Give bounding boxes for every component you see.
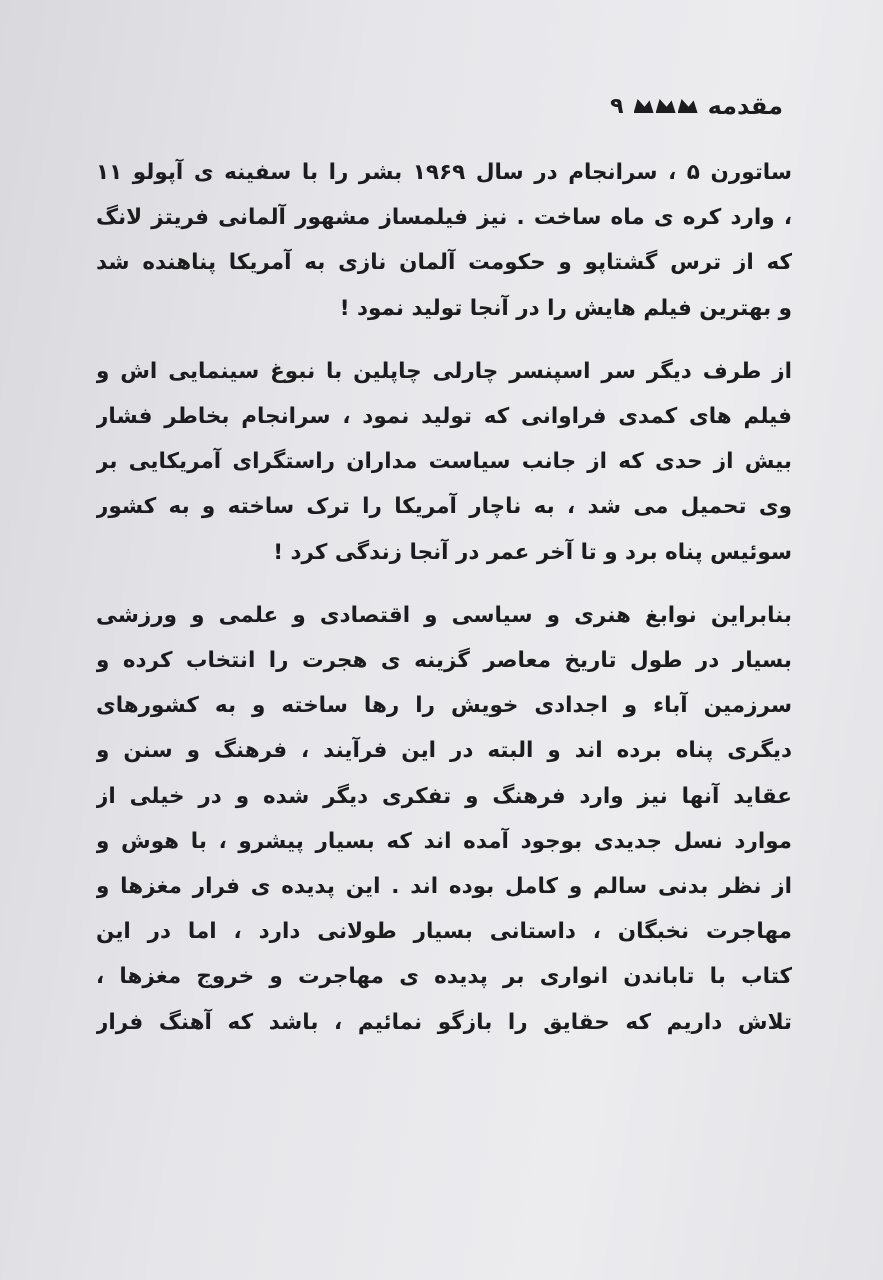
chapter-title: مقدمه — [707, 92, 783, 120]
text-line: ، وارد کره ی ماه ساخت . نیز فیلمساز مشهور آلمانی فریتز لانگ — [96, 205, 792, 231]
text-line: مهاجرت نخبگان ، داستانی بسیار طولانی دارد ، اما در این — [96, 919, 792, 945]
text-line: دیگری پناه برده اند و البته در این فرآیند ، فرهنگ و سنن و — [96, 738, 792, 764]
text-line: و بهترین فیلم هایش را در آنجا تولید نمود ! — [339, 295, 792, 321]
paragraph-3 — [96, 593, 792, 1045]
text-line: که از ترس گشتاپو و حکومت آلمان نازی به آمریکا پناهنده شد — [96, 250, 792, 276]
text-line: وی تحمیل می شد ، به ناچار آمریکا را ترک ساخته و به کشور — [96, 494, 792, 520]
text-line: عقاید آنها نیز وارد فرهنگ و تفکری دیگر شده و در خیلی از — [96, 783, 792, 809]
text-line: از طرف دیگر سر اسپنسر چارلی چاپلین با نبوغ سینمایی اش و — [96, 358, 792, 384]
paragraph-2 — [96, 349, 792, 575]
paragraph-1 — [96, 150, 792, 331]
text-line: بیش از حدی که از جانب سیاست مداران راستگرای آمریکایی بر — [96, 449, 792, 475]
text-line: از نظر بدنی سالم و کامل بوده اند . این پدیده ی فرار مغزها و — [96, 874, 792, 900]
body-text — [96, 150, 792, 1063]
text-line: سوئیس پناه برد و تا آخر عمر در آنجا زندگی کرد ! — [273, 539, 792, 565]
text-line: فیلم های کمدی فراوانی که تولید نمود ، سرانجام بخاطر فشار — [96, 404, 792, 430]
text-line: سرزمین آباء و اجدادی خویش را رها ساخته و به کشورهای — [96, 693, 792, 719]
ornament-icon — [634, 99, 698, 113]
page-number: ۹ — [610, 93, 624, 119]
text-line: کتاب با تاباندن انواری بر پدیده ی مهاجرت و خروج مغزها ، — [96, 964, 792, 990]
text-line: ساتورن ۵ ، سرانجام در سال ۱۹۶۹ بشر را با سفینه ی آپولو ۱۱ — [96, 160, 792, 185]
page-header — [100, 84, 783, 128]
text-line: بنابراین نوابغ هنری و سیاسی و اقتصادی و علمی و ورزشی — [96, 602, 792, 628]
text-line: تلاش داریم که حقایق را بازگو نمائیم ، باشد که آهنگ فرار — [96, 1009, 792, 1035]
text-line: موارد نسل جدیدی بوجود آمده اند که بسیار پیشرو ، با هوش و — [96, 828, 792, 854]
text-line: بسیار در طول تاریخ معاصر گزینه ی هجرت را انتخاب کرده و — [96, 648, 792, 674]
